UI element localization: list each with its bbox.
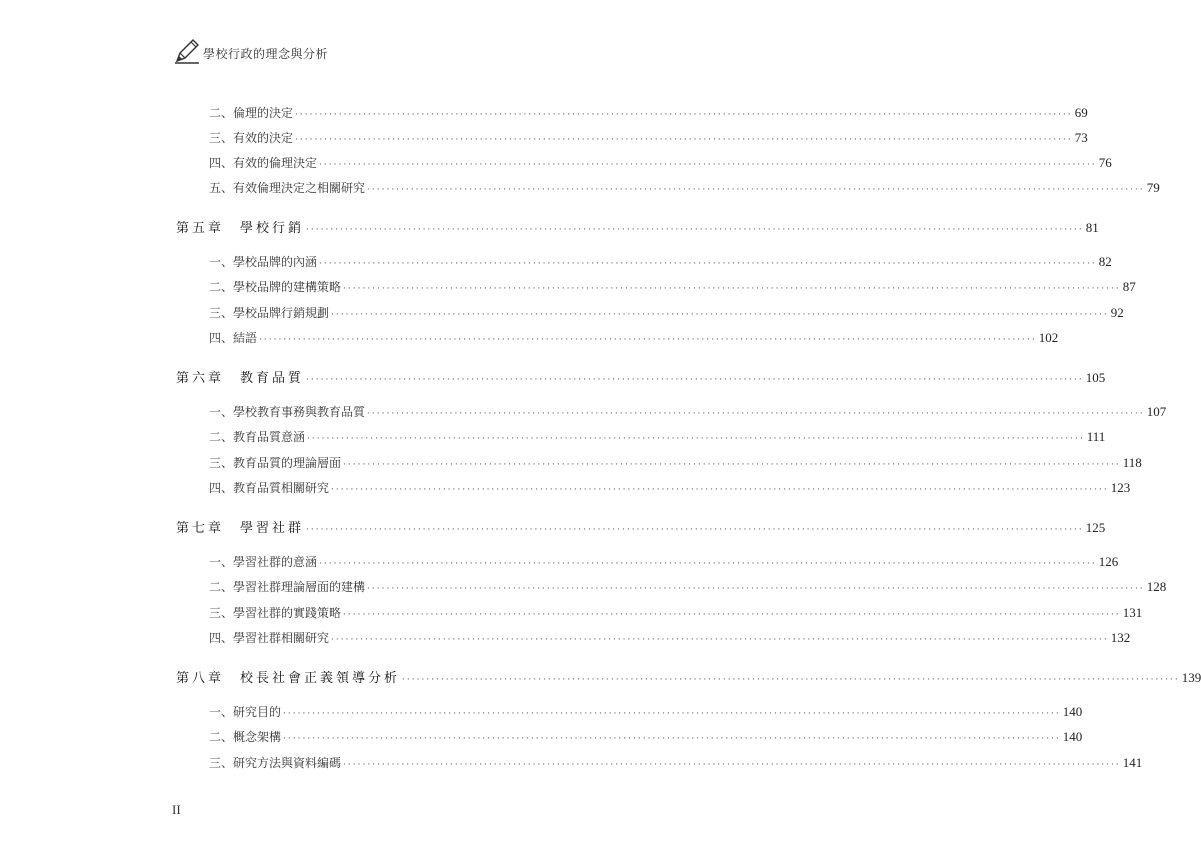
page-folio: II: [172, 802, 181, 817]
toc-page-number: 131: [1122, 605, 1143, 620]
toc-page-number: 126: [1098, 554, 1119, 569]
toc-page-number: 107: [1146, 404, 1167, 419]
toc-section-row: [209, 329, 1059, 346]
toc-page-number: 132: [1110, 630, 1131, 645]
toc-page-number: 69: [1074, 105, 1088, 120]
toc-section-row: [209, 129, 1088, 146]
dot-leader: ································································································································································: [259, 335, 1037, 345]
dot-leader: ································································································································································: [306, 375, 1084, 385]
running-header: [173, 37, 328, 65]
toc-entry-label: 四、結語: [209, 331, 258, 345]
pencil-icon: [173, 37, 201, 65]
toc-page-number: 139: [1181, 670, 1201, 685]
toc-entry-label: 一、學習社群的意涵: [209, 555, 318, 569]
toc-page-number: 87: [1122, 279, 1136, 294]
toc-section-row: [209, 428, 1106, 445]
dot-leader: ································································································································································: [306, 525, 1084, 535]
dot-leader: ································································································································································: [306, 225, 1084, 235]
toc-entry-label: 第八章 校長社會正義領導分析: [176, 671, 401, 686]
toc-page-number: 76: [1098, 155, 1112, 170]
toc-section-row: [209, 629, 1131, 646]
dot-leader: ································································································································································: [343, 460, 1121, 470]
toc-chapter-row: [176, 517, 1106, 536]
toc-chapter-row: [176, 217, 1099, 236]
dot-leader: ································································································································································: [367, 409, 1145, 419]
toc-section-row: [209, 703, 1083, 720]
dot-leader: ································································································································································: [343, 760, 1121, 770]
dot-leader: ································································································································································: [295, 110, 1073, 120]
dot-leader: ································································································································································: [402, 675, 1180, 685]
toc-section-row: [209, 454, 1142, 471]
toc-chapter-row: [176, 667, 1201, 686]
toc-section-row: [209, 578, 1167, 595]
toc-section-row: [209, 553, 1119, 570]
toc-entry-label: 第六章 教育品質: [176, 371, 305, 386]
toc-page-number: 140: [1062, 704, 1083, 719]
toc-entry-label: 三、學習社群的實踐策略: [209, 606, 342, 620]
toc-entry-label: 一、研究目的: [209, 705, 282, 719]
toc-entry-label: 四、有效的倫理決定: [209, 156, 318, 170]
toc-entry-label: 三、有效的決定: [209, 131, 294, 145]
toc-section-row: [209, 728, 1083, 745]
running-header-title: 學校行政的理念與分析: [203, 47, 329, 61]
toc-page-number: 140: [1062, 729, 1083, 744]
dot-leader: ································································································································································: [331, 485, 1109, 495]
toc-section-row: [209, 403, 1167, 420]
toc-entry-label: 二、教育品質意涵: [209, 430, 306, 444]
toc-chapter-row: [176, 367, 1106, 386]
toc-page-number: 123: [1110, 480, 1131, 495]
dot-leader: ································································································································································: [319, 559, 1097, 569]
toc-entry-label: 二、概念架構: [209, 730, 282, 744]
dot-leader: ································································································································································: [295, 135, 1073, 145]
toc-entry-label: 五、有效倫理決定之相關研究: [209, 181, 366, 195]
dot-leader: ································································································································································: [343, 610, 1121, 620]
toc-section-row: [209, 253, 1112, 270]
toc-page-number: 81: [1085, 220, 1099, 235]
toc-page-number: 118: [1122, 455, 1142, 470]
toc-section-row: [209, 304, 1124, 321]
toc-page-number: 105: [1085, 370, 1106, 385]
toc-section-row: [209, 104, 1088, 121]
toc-section-row: [209, 604, 1143, 621]
dot-leader: ································································································································································: [331, 635, 1109, 645]
toc-entry-label: 一、學校品牌的內涵: [209, 255, 318, 269]
toc-entry-label: 三、研究方法與資料編碼: [209, 756, 342, 770]
toc-page-number: 102: [1038, 330, 1059, 345]
toc-entry-label: 三、學校品牌行銷規劃: [209, 306, 330, 320]
dot-leader: ································································································································································: [319, 160, 1097, 170]
toc-entry-label: 三、教育品質的理論層面: [209, 456, 342, 470]
toc-section-row: [209, 179, 1160, 196]
toc-page-number: 141: [1122, 755, 1143, 770]
dot-leader: ································································································································································: [319, 259, 1097, 269]
dot-leader: ································································································································································: [307, 434, 1085, 444]
toc-entry-label: 一、學校教育事務與教育品質: [209, 405, 366, 419]
dot-leader: ································································································································································: [331, 310, 1109, 320]
dot-leader: ································································································································································: [343, 284, 1121, 294]
dot-leader: ································································································································································: [367, 584, 1145, 594]
toc-section-row: [209, 154, 1112, 171]
toc-entry-label: 二、倫理的決定: [209, 106, 294, 120]
toc-entry-label: 四、學習社群相關研究: [209, 631, 330, 645]
toc-page-number: 111: [1086, 429, 1106, 444]
toc-page-number: 128: [1146, 579, 1167, 594]
toc-section-row: [209, 754, 1143, 771]
toc-page-number: 125: [1085, 520, 1106, 535]
toc-page-number: 82: [1098, 254, 1112, 269]
toc-entry-label: 二、學校品牌的建構策略: [209, 280, 342, 294]
toc-entry-label: 第七章 學習社群: [176, 521, 305, 536]
toc-entry-label: 四、教育品質相關研究: [209, 481, 330, 495]
dot-leader: ································································································································································: [283, 734, 1061, 744]
dot-leader: ································································································································································: [283, 709, 1061, 719]
toc-page-number: 73: [1074, 130, 1088, 145]
toc-section-row: [209, 479, 1131, 496]
toc-entry-label: 二、學習社群理論層面的建構: [209, 580, 366, 594]
toc-section-row: [209, 278, 1136, 295]
toc-page-number: 79: [1146, 180, 1160, 195]
toc-entry-label: 第五章 學校行銷: [176, 221, 305, 236]
toc-page-number: 92: [1110, 305, 1124, 320]
dot-leader: ································································································································································: [367, 185, 1145, 195]
